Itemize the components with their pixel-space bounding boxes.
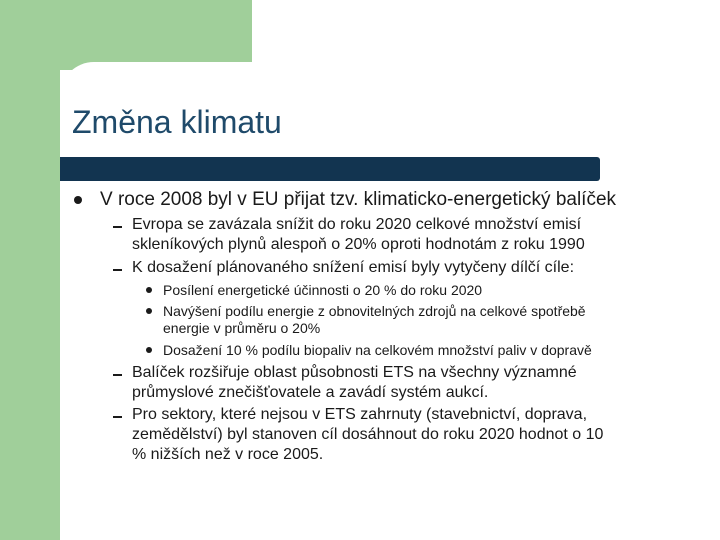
subitem-text: Pro sektory, které nejsou v ETS zahrnuty (stavebnictví, doprava, <box>132 406 588 423</box>
subitem-text: zemědělství) byl stanoven cíl dosáhnout do roku 2020 hodnot o 10 <box>132 426 604 443</box>
dash-bullet <box>113 226 122 228</box>
goal-text: energie v průměru o 20% <box>163 320 321 336</box>
dash-bullet <box>113 374 122 376</box>
bullet-dot <box>146 287 152 293</box>
dash-bullet <box>113 416 122 418</box>
subitem-text: průmyslové znečišťovatele a zavádí systém aukcí. <box>132 384 489 401</box>
goal-text: Dosažení 10 % podílu biopaliv na celkovém množství paliv v dopravě <box>163 342 592 358</box>
title-underline-bar <box>60 157 600 181</box>
goal-text: Posílení energetické účinnosti o 20 % do roku 2020 <box>163 282 483 298</box>
subitem-text: Evropa se zavázala snížit do roku 2020 celkové množství emisí <box>132 216 582 233</box>
bullet-dot <box>74 196 82 204</box>
bullet-dot <box>146 308 152 314</box>
subitem-text: Balíček rozšiřuje oblast působnosti ETS na všechny významné <box>132 364 577 381</box>
subitem-text: K dosažení plánovaného snížení emisí byly vytyčeny dílčí cíle: <box>132 259 575 276</box>
bullet-dot <box>146 347 152 353</box>
subitem-text: skleníkových plynů alespoň o 20% oproti hodnotám z roku 1990 <box>132 236 585 253</box>
slide-title: Změna klimatu <box>72 104 282 140</box>
subitem-text: % nižších než v roce 2005. <box>132 446 324 463</box>
goal-text: Navýšení podílu energie z obnovitelných zdrojů na celkové spotřebě <box>163 303 586 319</box>
bullet-text: V roce 2008 byl v EU přijat tzv. klimaticko-energetický balíček <box>100 189 617 210</box>
dash-bullet <box>113 269 122 271</box>
decorative-green-strip-left <box>0 0 60 540</box>
